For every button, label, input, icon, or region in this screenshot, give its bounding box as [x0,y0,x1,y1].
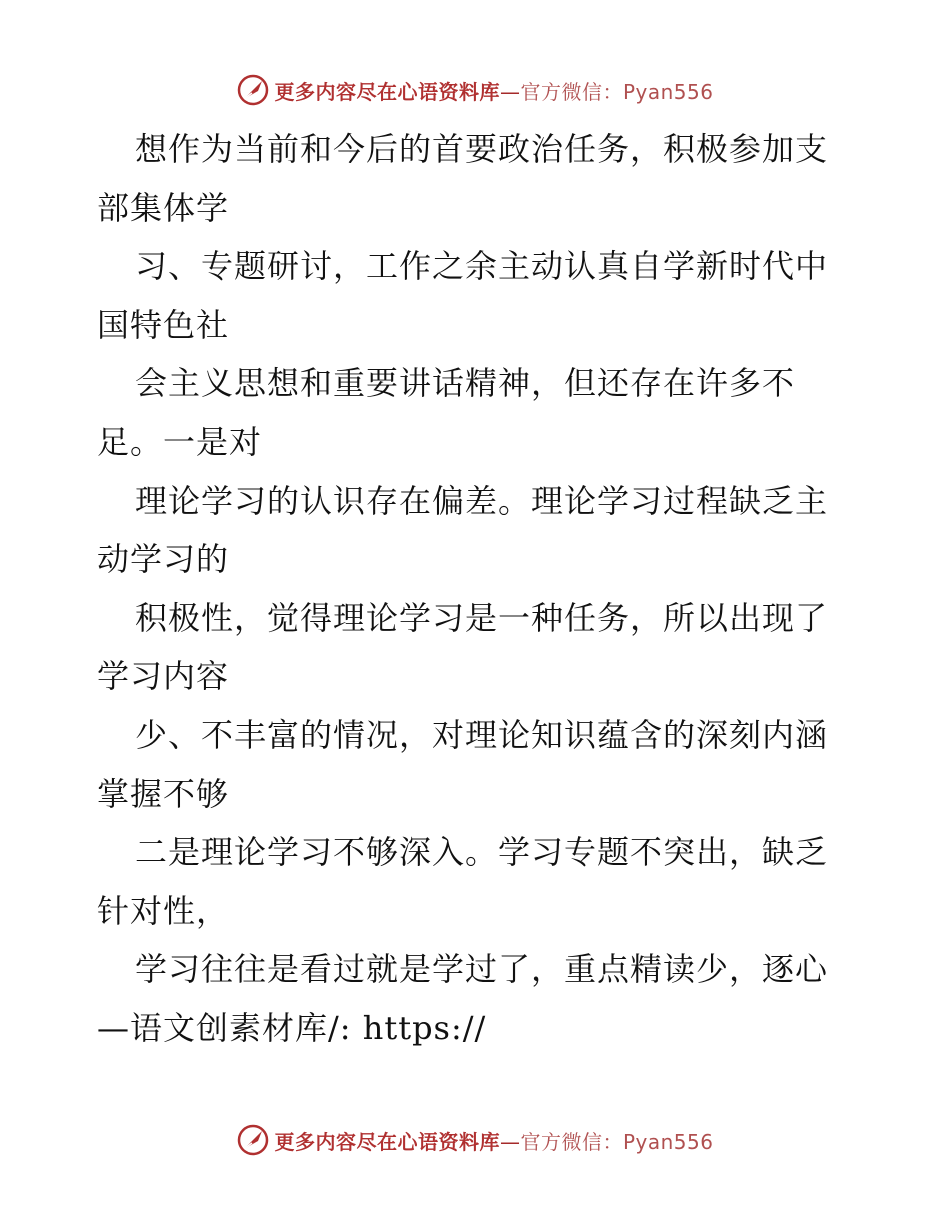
banner-wechat-text: 官方微信：Pyan556 [520,1129,714,1154]
banner-site-text: 更多内容尽在心语资料库 [274,79,500,104]
banner-site-text: 更多内容尽在心语资料库 [274,1129,500,1154]
body-line: 积极性，觉得理论学习是一种任务，所以出现了 [135,598,829,637]
body-line: 足。一是对 [97,422,263,461]
banner-separator: — [499,79,521,104]
body-line: 想作为当前和今后的首要政治任务，积极参加支 [135,130,829,168]
header-banner [0,70,950,110]
body-line: —语文创素材库/: https:// [97,1008,487,1047]
body-line: 学习内容 [97,657,230,696]
body-line: 部集体学 [97,188,230,227]
body-line: 少、不丰富的情况，对理论知识蕴含的深刻内涵 [135,715,829,754]
feather-pen-logo-icon [236,1123,270,1157]
banner-separator: — [499,1129,521,1154]
body-line: 国特色社 [97,305,230,344]
document-body [97,120,857,1058]
body-line: 二是理论学习不够深入。学习专题不突出，缺乏 [135,833,829,872]
body-line: 习、专题研讨，工作之余主动认真自学新时代中 [135,247,829,286]
body-line: 学习往往是看过就是学过了，重点精读少，逐心 [135,950,829,989]
body-line: 掌握不够 [97,774,230,813]
feather-pen-logo-icon [236,73,270,107]
body-line: 会主义思想和重要讲话精神，但还存在许多不 [135,364,796,403]
body-line: 针对性， [97,891,230,930]
footer-banner [0,1120,950,1160]
body-line: 理论学习的认识存在偏差。理论学习过程缺乏主 [135,481,829,520]
body-line: 动学习的 [97,540,230,579]
banner-wechat-text: 官方微信：Pyan556 [520,79,714,104]
